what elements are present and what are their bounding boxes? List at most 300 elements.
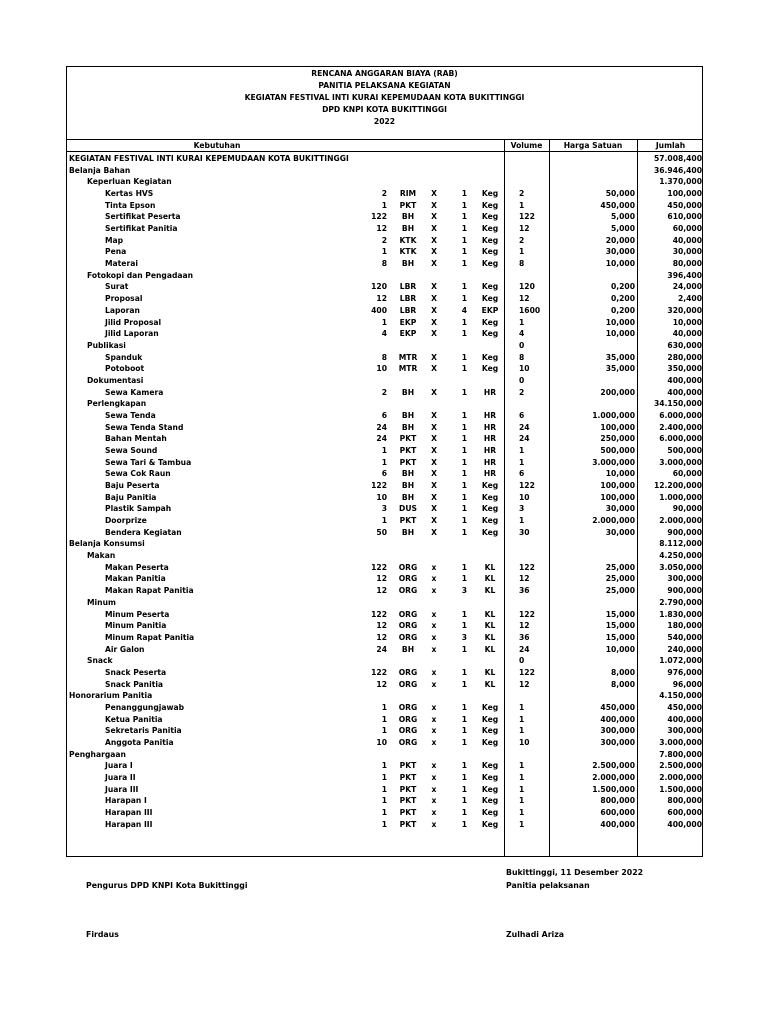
cell-jumlah: 2.000,000: [659, 516, 702, 526]
cell-jumlah: 976,000: [667, 667, 702, 677]
cell-jumlah: 1.370,000: [659, 177, 702, 187]
cell-qty2: 1: [461, 410, 467, 420]
cell-unit2: HR: [483, 387, 497, 397]
cell-harga: 8,000: [610, 667, 635, 677]
item-label: Jilid Laporan: [105, 329, 159, 339]
cell-jumlah: 300,000: [667, 574, 702, 584]
cell-unit2: Keg: [481, 259, 499, 269]
cell-unit2: HR: [483, 457, 497, 467]
cell-harga: 35,000: [605, 352, 635, 362]
cell-volume: 2: [519, 235, 525, 245]
cell-times: X: [431, 387, 437, 397]
cell-jumlah: 1.500,000: [659, 784, 702, 794]
section-label: KEGIATAN FESTIVAL INTI KURAI KEPEMUDAAN KOTA BUKITTINGGI: [69, 154, 349, 163]
cell-harga: 500,000: [600, 446, 635, 455]
cell-jumlah: 900,000: [667, 586, 702, 596]
cell-qty: 10: [376, 492, 387, 502]
cell-harga: 400,000: [600, 819, 635, 829]
table-row: [67, 422, 702, 434]
cell-harga: 3.000,000: [592, 457, 635, 467]
cell-unit: BH: [401, 492, 415, 502]
cell-qty: 1: [381, 761, 387, 771]
cell-times: X: [431, 352, 437, 362]
cell-qty: 122: [371, 562, 387, 572]
col-header-harga: Harga Satuan: [563, 141, 623, 150]
cell-volume: 8: [519, 352, 525, 362]
cell-unit: PKT: [399, 808, 417, 818]
section-label: Honorarium Panitia: [69, 691, 153, 701]
section-label: Perlengkapan: [87, 399, 147, 409]
cell-times: X: [431, 200, 437, 210]
cell-jumlah: 12.200,000: [653, 481, 702, 491]
cell-harga: 30,000: [605, 527, 635, 537]
item-label: Jilid Proposal: [105, 317, 162, 327]
table-row: [67, 468, 702, 480]
cell-qty: 2: [381, 387, 387, 397]
cell-volume: 1: [519, 247, 525, 257]
cell-qty2: 1: [461, 352, 467, 362]
cell-harga: 25,000: [605, 586, 635, 596]
cell-volume: 10: [519, 364, 530, 374]
item-label: Sertifikat Panitia: [105, 224, 178, 234]
table-row: [67, 644, 702, 656]
cell-times: x: [431, 726, 437, 736]
cell-volume: 1: [519, 773, 525, 783]
cell-jumlah: 6.000,000: [659, 410, 702, 420]
cell-unit: EKP: [399, 329, 417, 339]
cell-qty2: 1: [461, 422, 467, 432]
cell-volume: 12: [519, 679, 530, 689]
cell-volume: 1: [519, 457, 525, 467]
table-row: [67, 270, 702, 282]
cell-harga: 20,000: [605, 235, 635, 245]
cell-unit2: Keg: [481, 247, 499, 257]
cell-qty: 12: [376, 294, 387, 304]
cell-unit: ORG: [398, 621, 418, 631]
item-label: Makan Rapat Panitia: [105, 586, 194, 596]
cell-volume: 1: [519, 200, 525, 210]
item-label: Harapan III: [105, 819, 153, 829]
cell-jumlah: 90,000: [672, 504, 702, 514]
doc-subtitle: PANITIA PELAKSANA KEGIATAN: [318, 81, 451, 90]
item-label: Sertifikat Peserta: [105, 212, 181, 222]
cell-times: x: [431, 702, 437, 712]
cell-volume: 24: [519, 434, 530, 444]
cell-times: X: [431, 364, 437, 374]
cell-harga: 15,000: [605, 632, 635, 642]
cell-qty: 1: [381, 317, 387, 327]
cell-jumlah: 3.000,000: [659, 457, 702, 467]
section-label: Keperluan Kegiatan: [87, 177, 172, 187]
col-header-kebutuhan: Kebutuhan: [193, 141, 241, 150]
cell-times: X: [431, 457, 437, 467]
cell-qty: 12: [376, 679, 387, 689]
cell-qty: 1: [381, 726, 387, 736]
table-row: [67, 609, 702, 621]
doc-year: 2022: [373, 117, 396, 126]
cell-jumlah: 100,000: [667, 189, 702, 199]
cell-volume: 122: [519, 212, 535, 222]
cell-jumlah: 450,000: [667, 200, 702, 210]
item-label: Sewa Kamera: [105, 387, 164, 397]
cell-qty2: 1: [461, 796, 467, 806]
cell-harga: 25,000: [605, 574, 635, 584]
cell-jumlah: 40,000: [672, 329, 702, 339]
cell-unit2: Keg: [481, 189, 499, 199]
cell-unit2: Keg: [481, 796, 499, 806]
cell-qty2: 1: [461, 773, 467, 783]
cell-unit2: KL: [484, 621, 496, 631]
cell-unit: PKT: [399, 446, 417, 455]
cell-jumlah: 630,000: [667, 340, 702, 350]
cell-times: x: [431, 667, 437, 677]
doc-title: RENCANA ANGGARAN BIAYA (RAB): [311, 69, 458, 78]
cell-jumlah: 60,000: [672, 469, 702, 479]
cell-volume: 10: [519, 492, 530, 502]
cell-qty2: 1: [461, 679, 467, 689]
cell-qty2: 3: [461, 586, 467, 596]
item-label: Map: [105, 235, 124, 245]
cell-qty: 12: [376, 574, 387, 584]
cell-qty2: 1: [461, 235, 467, 245]
item-label: Sewa Tari & Tambua: [105, 457, 192, 467]
cell-unit: BH: [401, 212, 415, 222]
cell-unit: LBR: [399, 305, 417, 315]
cell-unit: ORG: [398, 702, 418, 712]
cell-jumlah: 8.112,000: [659, 539, 702, 549]
table-row: [67, 667, 702, 679]
cell-qty: 8: [381, 352, 387, 362]
cell-qty: 1: [381, 796, 387, 806]
cell-harga: 1.500,000: [592, 784, 635, 794]
cell-unit: ORG: [398, 632, 418, 642]
cell-unit: ORG: [398, 586, 418, 596]
cell-qty: 1: [381, 702, 387, 712]
cell-jumlah: 80,000: [672, 259, 702, 269]
signature-right-name: Zulhadi Ariza: [506, 930, 565, 939]
cell-unit: PKT: [399, 773, 417, 783]
cell-jumlah: 1.000,000: [659, 492, 702, 502]
signature-date: Bukittinggi, 11 Desember 2022: [506, 868, 644, 877]
cell-times: X: [431, 259, 437, 269]
cell-qty: 8: [381, 259, 387, 269]
cell-jumlah: 350,000: [667, 364, 702, 374]
item-label: Spanduk: [105, 352, 143, 362]
cell-unit: ORG: [398, 714, 418, 724]
cell-unit2: Keg: [481, 235, 499, 245]
cell-qty2: 1: [461, 726, 467, 736]
cell-qty: 122: [371, 667, 387, 677]
cell-qty: 24: [376, 422, 387, 432]
section-label: Belanja Konsumsi: [69, 539, 145, 549]
cell-unit2: EKP: [481, 305, 499, 315]
cell-qty: 6: [381, 469, 387, 479]
cell-jumlah: 4.250,000: [659, 551, 702, 561]
cell-volume: 0: [519, 340, 525, 350]
cell-times: X: [431, 410, 437, 420]
cell-harga: 8,000: [610, 679, 635, 689]
cell-harga: 0,200: [610, 305, 635, 315]
cell-qty2: 4: [461, 305, 467, 315]
cell-unit2: Keg: [481, 808, 499, 818]
item-label: Sewa Cok Raun: [105, 469, 171, 479]
cell-qty2: 1: [461, 469, 467, 479]
cell-unit: PKT: [399, 516, 417, 526]
cell-qty2: 1: [461, 212, 467, 222]
cell-unit2: KL: [484, 609, 496, 619]
item-label: Bendera Kegiatan: [105, 527, 182, 537]
cell-qty2: 1: [461, 329, 467, 339]
cell-unit2: HR: [483, 422, 497, 432]
cell-times: X: [431, 317, 437, 327]
cell-unit: ORG: [398, 562, 418, 572]
cell-qty: 3: [381, 504, 387, 514]
cell-volume: 120: [519, 282, 535, 292]
cell-jumlah: 36.946,400: [653, 165, 702, 175]
cell-volume: 122: [519, 609, 535, 619]
cell-qty: 1: [381, 773, 387, 783]
cell-unit: PKT: [399, 784, 417, 794]
cell-jumlah: 180,000: [667, 621, 702, 631]
cell-qty2: 1: [461, 434, 467, 444]
table-row: [67, 246, 702, 258]
cell-times: x: [431, 738, 437, 747]
cell-unit2: Keg: [481, 738, 499, 747]
cell-unit2: KL: [484, 632, 496, 642]
cell-jumlah: 400,000: [667, 714, 702, 724]
cell-volume: 6: [519, 410, 525, 420]
cell-jumlah: 280,000: [667, 352, 702, 362]
signature-left-name: Firdaus: [86, 930, 119, 939]
cell-harga: 200,000: [600, 387, 635, 397]
cell-jumlah: 34.150,000: [653, 399, 702, 409]
cell-qty: 4: [381, 329, 387, 339]
cell-volume: 12: [519, 574, 530, 584]
cell-qty: 12: [376, 632, 387, 642]
cell-harga: 30,000: [605, 504, 635, 514]
cell-times: x: [431, 773, 437, 783]
header-bottom-rule: [67, 151, 702, 152]
section-label: Makan: [87, 551, 116, 561]
table-row: [67, 737, 702, 749]
cell-qty2: 1: [461, 516, 467, 526]
cell-unit2: Keg: [481, 819, 499, 829]
cell-harga: 800,000: [600, 796, 635, 806]
cell-volume: 0: [519, 656, 525, 666]
cell-volume: 1: [519, 784, 525, 794]
cell-unit: PKT: [399, 796, 417, 806]
cell-unit2: Keg: [481, 364, 499, 374]
budget-document: [66, 66, 703, 857]
cell-unit: EKP: [399, 317, 417, 327]
cell-unit2: Keg: [481, 761, 499, 771]
cell-harga: 100,000: [600, 422, 635, 432]
cell-volume: 12: [519, 621, 530, 631]
cell-harga: 2.000,000: [592, 516, 635, 526]
col-header-jumlah: Jumlah: [655, 141, 686, 150]
cell-volume: 1: [519, 446, 525, 455]
item-label: Snack Panitia: [105, 679, 164, 689]
cell-harga: 15,000: [605, 609, 635, 619]
cell-times: x: [431, 808, 437, 818]
cell-qty2: 1: [461, 294, 467, 304]
table-row: [67, 188, 702, 200]
cell-volume: 1: [519, 819, 525, 829]
cell-jumlah: 450,000: [667, 702, 702, 712]
table-row: [67, 387, 702, 399]
cell-harga: 10,000: [605, 469, 635, 479]
cell-times: x: [431, 784, 437, 794]
cell-qty2: 1: [461, 738, 467, 747]
table-row: [67, 480, 702, 492]
cell-qty2: 1: [461, 200, 467, 210]
doc-organization: DPD KNPI KOTA BUKITTINGGI: [322, 105, 447, 114]
cell-qty: 12: [376, 224, 387, 234]
cell-volume: 3: [519, 504, 525, 514]
table-row: [67, 363, 702, 375]
cell-qty2: 1: [461, 247, 467, 257]
table-row: [67, 527, 702, 539]
cell-qty: 1: [381, 819, 387, 829]
table-row: [67, 690, 702, 702]
table-row: [67, 503, 702, 515]
cell-times: X: [431, 189, 437, 199]
table-row: [67, 410, 702, 422]
table-row: [67, 784, 702, 796]
cell-unit2: Keg: [481, 352, 499, 362]
table-row: [67, 725, 702, 737]
cell-harga: 100,000: [600, 481, 635, 491]
cell-qty2: 1: [461, 457, 467, 467]
cell-times: x: [431, 819, 437, 829]
cell-harga: 0,200: [610, 294, 635, 304]
cell-unit2: Keg: [481, 702, 499, 712]
cell-volume: 122: [519, 562, 535, 572]
cell-unit2: Keg: [481, 504, 499, 514]
item-label: Harapan I: [105, 796, 147, 806]
cell-times: x: [431, 586, 437, 596]
cell-volume: 1600: [519, 305, 541, 315]
cell-unit: KTK: [399, 247, 417, 257]
cell-qty: 1: [381, 784, 387, 794]
cell-qty: 122: [371, 609, 387, 619]
item-label: Minum Peserta: [105, 609, 170, 619]
table-row: [67, 597, 702, 609]
cell-qty2: 1: [461, 644, 467, 654]
item-label: Juara I: [105, 761, 133, 771]
cell-unit2: HR: [483, 434, 497, 444]
cell-volume: 1: [519, 796, 525, 806]
cell-qty2: 1: [461, 562, 467, 572]
item-label: Sewa Sound: [105, 446, 158, 455]
cell-volume: 122: [519, 481, 535, 491]
cell-volume: 1: [519, 317, 525, 327]
cell-unit: BH: [401, 527, 415, 537]
table-row: [67, 702, 702, 714]
cell-times: X: [431, 212, 437, 222]
section-label: Publikasi: [87, 340, 126, 350]
section-label: Dokumentasi: [87, 375, 144, 385]
cell-jumlah: 7.800,000: [659, 749, 702, 759]
table-row: [67, 632, 702, 644]
cell-harga: 600,000: [600, 808, 635, 818]
cell-qty: 122: [371, 481, 387, 491]
table-row: [67, 772, 702, 784]
table-row: [67, 819, 702, 831]
cell-harga: 10,000: [605, 317, 635, 327]
cell-volume: 2: [519, 189, 525, 199]
item-label: Harapan III: [105, 808, 153, 818]
cell-qty: 122: [371, 212, 387, 222]
table-row: [67, 200, 702, 212]
cell-jumlah: 240,000: [667, 644, 702, 654]
cell-unit: LBR: [399, 282, 417, 292]
cell-harga: 10,000: [605, 644, 635, 654]
cell-unit: MTR: [398, 352, 418, 362]
cell-unit: ORG: [398, 726, 418, 736]
item-label: Materai: [105, 259, 138, 269]
table-row: [67, 457, 702, 469]
cell-jumlah: 300,000: [667, 726, 702, 736]
cell-unit: PKT: [399, 434, 417, 444]
cell-times: x: [431, 714, 437, 724]
section-label: Fotokopi dan Pengadaan: [87, 270, 194, 280]
cell-times: X: [431, 469, 437, 479]
cell-unit2: Keg: [481, 714, 499, 724]
cell-unit2: KL: [484, 586, 496, 596]
cell-harga: 250,000: [600, 434, 635, 444]
cell-qty: 1: [381, 516, 387, 526]
cell-qty: 24: [376, 434, 387, 444]
cell-times: x: [431, 621, 437, 631]
cell-unit2: Keg: [481, 294, 499, 304]
cell-jumlah: 400,000: [667, 819, 702, 829]
cell-harga: 10,000: [605, 259, 635, 269]
cell-qty: 1: [381, 200, 387, 210]
cell-qty: 10: [376, 738, 387, 747]
cell-jumlah: 1.830,000: [659, 609, 702, 619]
cell-harga: 300,000: [600, 738, 635, 747]
cell-qty2: 1: [461, 259, 467, 269]
table-row: [67, 655, 702, 667]
cell-qty: 12: [376, 586, 387, 596]
cell-times: X: [431, 481, 437, 491]
table-row: [67, 550, 702, 562]
item-label: Bahan Mentah: [105, 434, 167, 444]
cell-volume: 1: [519, 702, 525, 712]
cell-qty: 1: [381, 808, 387, 818]
cell-unit2: Keg: [481, 492, 499, 502]
cell-jumlah: 2.400,000: [659, 422, 702, 432]
cell-jumlah: 10,000: [672, 317, 702, 327]
cell-qty2: 1: [461, 621, 467, 631]
cell-qty2: 1: [461, 714, 467, 724]
cell-unit: BH: [401, 259, 415, 269]
signature-left-title: Pengurus DPD KNPI Kota Bukittinggi: [86, 881, 248, 890]
cell-unit: ORG: [398, 667, 418, 677]
cell-qty2: 1: [461, 527, 467, 537]
item-label: Makan Panitia: [105, 574, 166, 584]
cell-unit2: KL: [484, 574, 496, 584]
item-label: Surat: [105, 282, 129, 292]
cell-harga: 1.000,000: [592, 410, 635, 420]
cell-jumlah: 3.050,000: [659, 562, 702, 572]
cell-qty: 1: [381, 457, 387, 467]
cell-volume: 24: [519, 422, 530, 432]
cell-qty: 2: [381, 189, 387, 199]
item-label: Proposal: [105, 294, 143, 304]
cell-jumlah: 600,000: [667, 808, 702, 818]
